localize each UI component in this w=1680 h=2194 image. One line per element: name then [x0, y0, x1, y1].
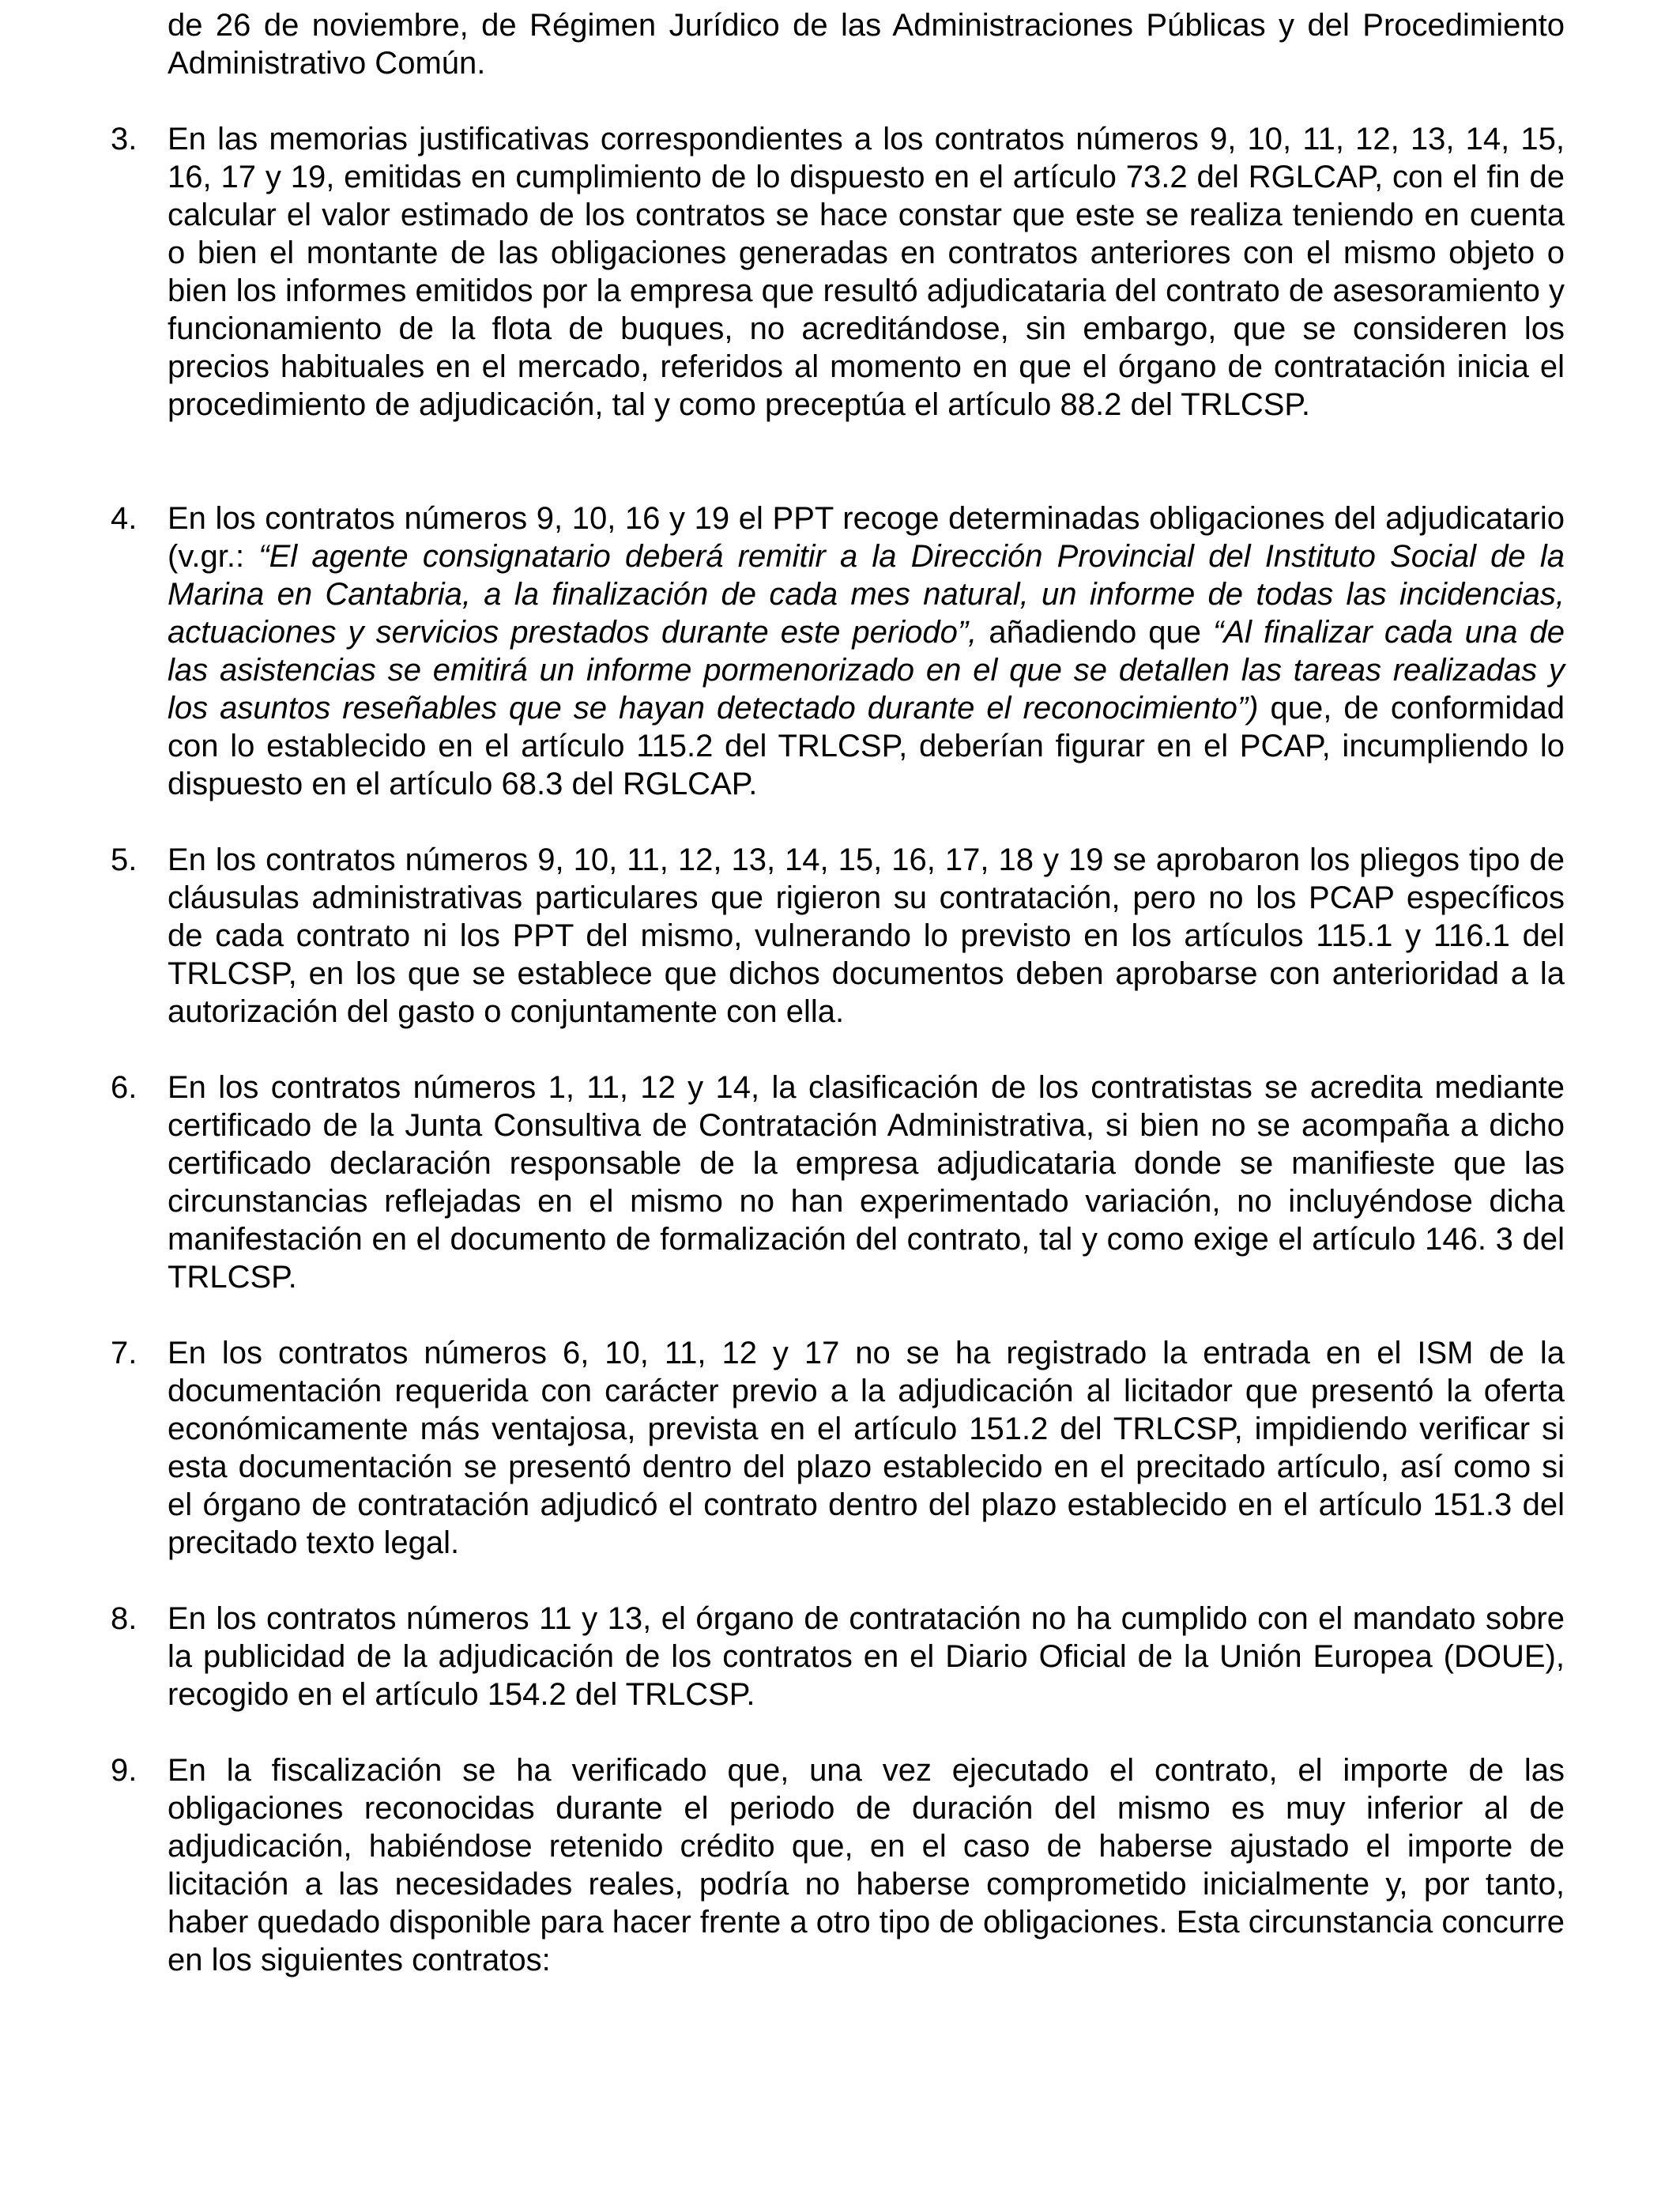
item-number: 8.: [111, 1601, 137, 1636]
item-text: En la fiscalización se ha verificado que, una vez ejecutado el contrato, el importe de las obligaciones reconocidas durante el periodo de duración del mismo es muy inferior al de adjudicación, habiéndose retenido crédito que, en el caso de haberse ajustado el importe de licitación a las necesidades reales, podría no haberse comprometido inicialmente y, por tanto, haber quedado disponible para hacer frente a otro tipo de obligaciones. Esta circunstancia concurre en los siguientes contratos:: [168, 1753, 1565, 1977]
item-text: En los contratos números 6, 10, 11, 12 y 17 no se ha registrado la entrada en el ISM de la documentación requerida con carácter previo a la adjudicación al licitador que presentó la oferta económicamente más ventajosa, prevista en el artículo 151.2 del TRLCSP, impidiendo verificar si esta documentación se presentó dentro del plazo establecido en el precitado artículo, así como si el órgano de contratación adjudicó el contrato dentro del plazo establecido en el artículo 151.3 del precitado texto legal.: [168, 1336, 1565, 1560]
item-number: 4.: [111, 501, 137, 536]
item-number: 6.: [111, 1070, 137, 1105]
item-text: En las memorias justificativas correspondientes a los contratos números 9, 10, 11, 12, 13, 14, 15, 16, 17 y 19, emitidas en cumplimiento de lo dispuesto en el artículo 73.2 del RGLCAP, con el fin de calcular el valor estimado de los contratos se hace constar que este se realiza teniendo en cuenta o bien el montante de las obligaciones generadas en contratos anteriores con el mismo objeto o bien los informes emitidos por la empresa que resultó adjudicataria del contrato de asesoramiento y funcionamiento de la flota de buques, no acreditándose, sin embargo, que se consideren los precios habituales en el mercado, referidos al momento en que el órgano de contratación inicia el procedimiento de adjudicación, tal y como preceptúa el artículo 88.2 del TRLCSP.: [168, 122, 1565, 422]
item-number: 9.: [111, 1753, 137, 1788]
continuation-paragraph: de 26 de noviembre, de Régimen Jurídico de las Administraciones Públicas y del Procedimiento Administrativo Común.: [168, 8, 1565, 81]
item-text-part: añadiendo que: [977, 615, 1214, 650]
item-text: En los contratos números 1, 11, 12 y 14, la clasificación de los contratistas se acredita mediante certificado de la Junta Consultiva de Contratación Administrativa, si bien no se acompaña a dicho certificado declaración responsable de la empresa adjudicataria donde se manifieste que las circunstancias reflejadas en el mismo no han experimentado variación, no incluyéndose dicha manifestación en el documento de formalización del contrato, tal y como exige el artículo 146. 3 del TRLCSP.: [168, 1070, 1565, 1295]
item-number: 7.: [111, 1336, 137, 1370]
item-number: 5.: [111, 843, 137, 877]
item-text: [168, 499, 1565, 803]
item-text: En los contratos números 11 y 13, el órgano de contratación no ha cumplido con el mandato sobre la publicidad de la adjudicación de los contratos en el Diario Oficial de la Unión Europea (DOUE), recogido en el artículo 154.2 del TRLCSP.: [168, 1601, 1565, 1712]
item-text-part: que, de conformidad con lo establecido en el artículo 115.2 del TRLCSP, deberían figurar en el PCAP, incumpliendo lo dispuesto en el artículo 68.3 del RGLCAP.: [168, 691, 1565, 801]
item-quote: “El agente consignatario deberá remitir a la Dirección Provincial del Instituto Social de la Marina en Cantabria, a la finalización de cada mes natural, un informe de todas las incidencias, actuaciones y servicios prestados durante este periodo”,: [168, 539, 1565, 650]
item-quote: “Al finalizar cada una de las asistencias se emitirá un informe pormenorizado en el que se detallen las tareas realizadas y los asuntos reseñables que se hayan detectado durante el reconocimiento”): [168, 615, 1565, 726]
item-number: 3.: [111, 122, 137, 156]
item-text: En los contratos números 9, 10, 11, 12, 13, 14, 15, 16, 17, 18 y 19 se aprobaron los pliegos tipo de cláusulas administrativas particulares que rigieron su contratación, pero no los PCAP específicos de cada contrato ni los PPT del mismo, vulnerando lo previsto en los artículos 115.1 y 116.1 del TRLCSP, en los que se establece que dichos documentos deben aprobarse con anterioridad a la autorización del gasto o conjuntamente con ella.: [168, 843, 1565, 1029]
item-text-part: En los contratos números 9, 10, 16 y 19 el PPT recoge determinadas obligaciones del adjudicatario (v.gr.:: [168, 501, 1565, 574]
